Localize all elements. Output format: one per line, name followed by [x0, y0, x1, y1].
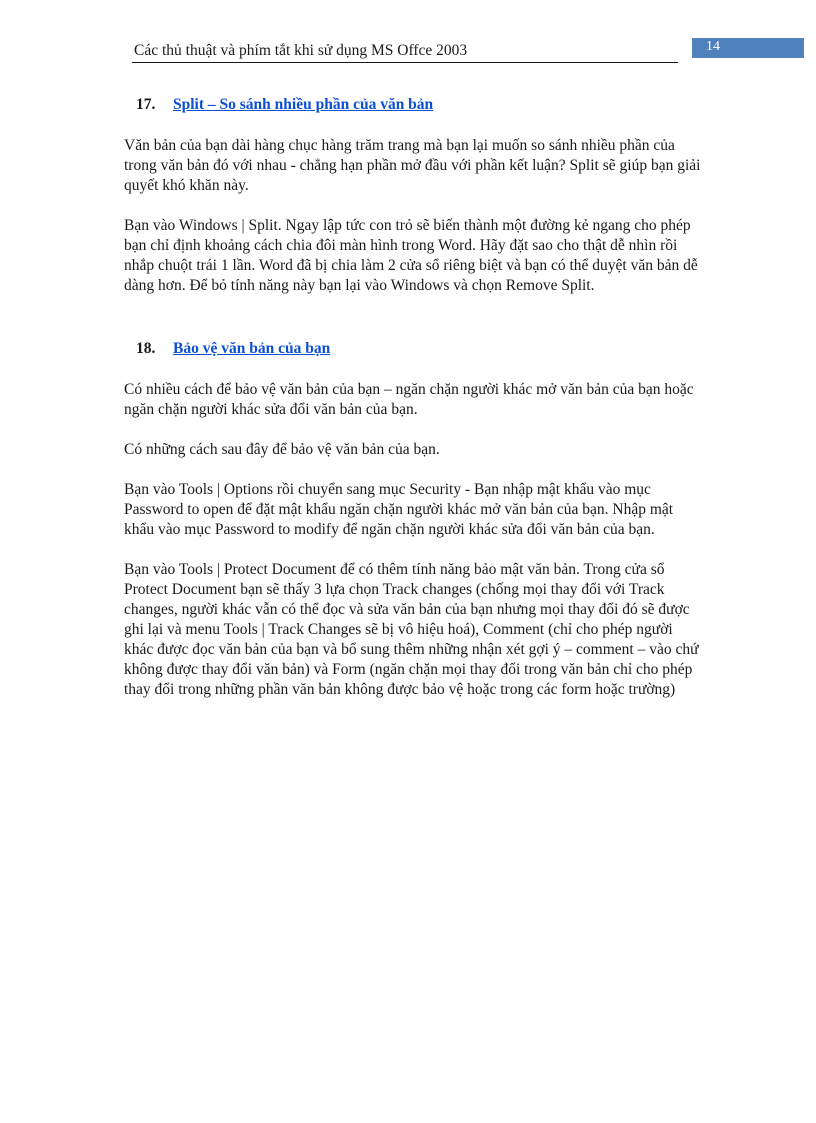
section-title-link[interactable]: Bảo vệ văn bản của bạn: [173, 340, 331, 357]
document-body: [124, 92, 704, 700]
paragraph: Bạn vào Tools | Protect Document để có thêm tính năng bảo mật văn bản. Trong cửa sổ Protect Document bạn sẽ thấy 3 lựa chọn Track changes (chống mọi thay đổi với Track changes, người khác vẫn có thể đọc và sửa văn bản của bạn nhưng mọi thay đổi đó sẽ được ghi lại và menu Tools | Track Changes sẽ bị vô hiệu hoá), Comment (chỉ cho phép người khác được đọc văn bản của bạn và bổ sung thêm những nhận xét gợi ý – comment – vào chứ không được thay đổi văn bản) và Form (ngăn chặn mọi thay đổi trong văn bản chỉ cho phép thay đổi trong những phần văn bản không được bảo vệ hoặc trong các form hoặc trường): [124, 561, 699, 698]
section-number: 18.: [136, 340, 156, 357]
section-title-link[interactable]: Split – So sánh nhiều phần của văn bản: [173, 96, 434, 113]
page-number: 14: [706, 39, 720, 54]
paragraph: Bạn vào Windows | Split. Ngay lập tức con trỏ sẽ biến thành một đường kẻ ngang cho phép bạn chỉ định khoảng cách chia đôi màn hình trong Word. Hãy đặt sao cho thật dễ nhìn rồi nhắp chuột trái 1 lần. Word đã bị chia làm 2 cửa sổ riêng biệt và bạn có thể duyệt văn bản dễ dàng hơn. Để bỏ tính năng này bạn lại vào Windows và chọn Remove Split.: [124, 217, 698, 294]
paragraph: Bạn vào Tools | Options rồi chuyển sang mục Security - Bạn nhập mật khẩu vào mục Password to open để đặt mật khẩu ngăn chặn người khác mở văn bản của bạn. Nhập mật khẩu vào mục Password to modify để ngăn chặn người khác sửa đổi văn bản của bạn.: [124, 481, 674, 538]
header-title: Các thủ thuật và phím tắt khi sử dụng MS Offce 2003: [134, 42, 468, 59]
section-heading-18: [136, 336, 704, 362]
page-header: [132, 40, 678, 63]
section-heading-17: [136, 92, 704, 118]
paragraph: Có những cách sau đây để bảo vệ văn bản của bạn.: [124, 441, 440, 458]
section-number: 17.: [136, 96, 156, 113]
paragraph: Có nhiều cách để bảo vệ văn bản của bạn – ngăn chặn người khác mở văn bản của bạn hoặc ngăn chặn người khác sửa đổi văn bản của bạn.: [124, 381, 694, 418]
page-number-box: [692, 38, 804, 58]
paragraph: Văn bản của bạn dài hàng chục hàng trăm trang mà bạn lại muốn so sánh nhiều phần của trong văn bản đó với nhau - chẳng hạn phần mở đầu với phần kết luận? Split sẽ giúp bạn giải quyết khó khăn này.: [124, 137, 701, 194]
